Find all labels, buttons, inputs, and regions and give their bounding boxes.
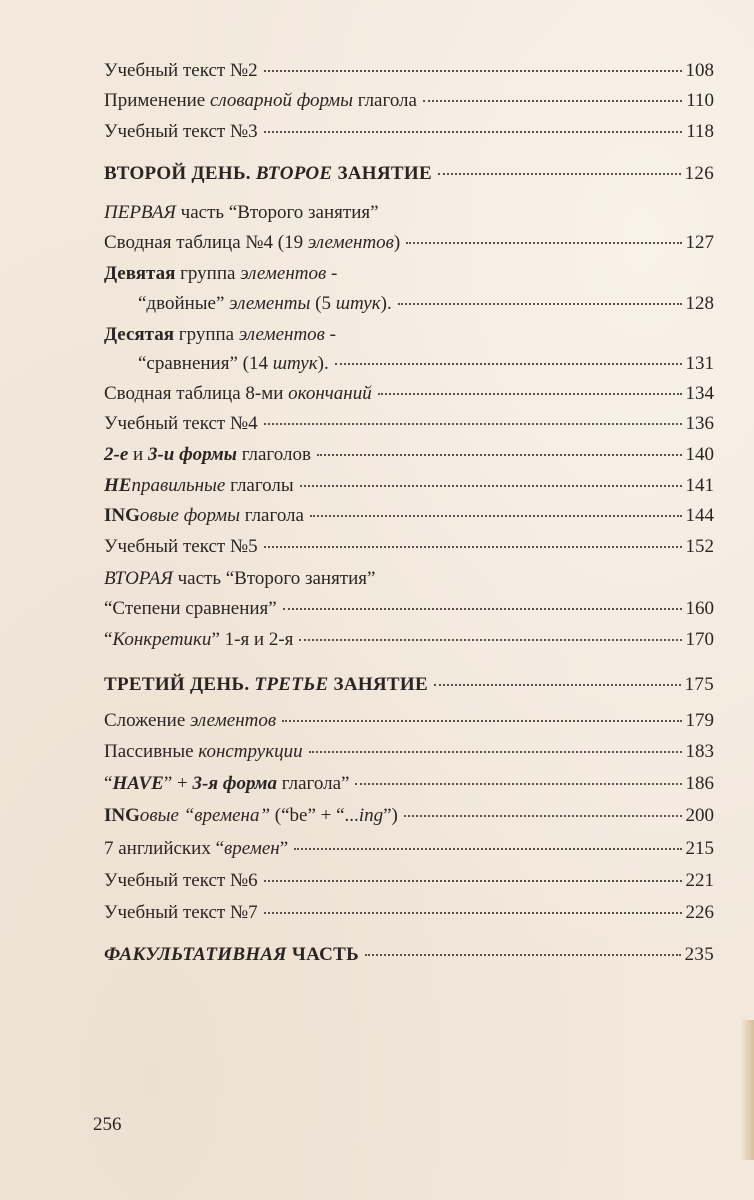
- entry-page: 134: [685, 383, 714, 404]
- entry-label: Сводная таблица 8-ми окончаний: [104, 383, 372, 404]
- toc-entry: [104, 440, 714, 470]
- toc-entry: [104, 379, 714, 409]
- toc-entry: [104, 769, 714, 799]
- toc-entry: [138, 349, 714, 379]
- dot-leader: [378, 392, 682, 395]
- dot-leader: [264, 69, 682, 72]
- entry-label: “HAVE” + 3-я форма глагола”: [104, 773, 350, 794]
- entry-label: Применение словарной формы глагола: [104, 90, 417, 111]
- entry-label: Сложение элементов: [104, 710, 277, 731]
- toc-entry: [104, 594, 714, 624]
- entry-label: Учебный текст №3: [104, 121, 258, 142]
- dot-leader: [300, 484, 682, 487]
- toc-entry: [104, 228, 714, 258]
- toc-entry: [104, 56, 714, 86]
- dot-leader: [294, 847, 681, 850]
- toc-entry: [104, 737, 714, 767]
- entry-label: Сводная таблица №4 (19 элементов): [104, 232, 401, 253]
- heading-page: 126: [684, 163, 714, 184]
- entry-label: Учебный текст №2: [104, 60, 258, 81]
- entry-label: “двойные” элементы (5 штук).: [138, 293, 392, 314]
- page-edge-shadow: [740, 1020, 754, 1160]
- heading-label: ВТОРОЙ ДЕНЬ. ВТОРОЕ ЗАНЯТИЕ: [104, 163, 432, 184]
- entry-label-line1: Девятая группа элементов -: [104, 263, 338, 284]
- entry-page: 215: [685, 838, 714, 859]
- entry-label: INGовые “времена” (“be” + “...ing”): [104, 805, 398, 826]
- entry-page: 221: [685, 870, 714, 891]
- dot-leader: [310, 514, 682, 517]
- toc-entry: [104, 532, 714, 562]
- toc-entry: [104, 898, 714, 928]
- entry-page: 131: [685, 353, 714, 374]
- entry-page: 226: [685, 902, 714, 923]
- dot-leader: [434, 683, 681, 686]
- dot-leader: [438, 172, 681, 175]
- dot-leader: [355, 782, 681, 785]
- entry-page: 140: [685, 444, 714, 465]
- entry-label: 2-е и 3-и формы глаголов: [104, 444, 311, 465]
- toc-entry: [104, 86, 714, 116]
- heading-label: ТРЕТИЙ ДЕНЬ. ТРЕТЬЕ ЗАНЯТИЕ: [104, 674, 428, 695]
- dot-leader: [264, 545, 682, 548]
- dot-leader: [264, 879, 682, 882]
- entry-label: Учебный текст №4: [104, 413, 258, 434]
- section-heading: [104, 159, 714, 189]
- entry-page: 128: [685, 293, 714, 314]
- entry-page: 136: [685, 413, 714, 434]
- heading-label: ФАКУЛЬТАТИВНАЯ ЧАСТЬ: [104, 944, 360, 965]
- entry-label: Учебный текст №6: [104, 870, 258, 891]
- section-heading: [104, 940, 714, 970]
- entry-label: “Степени сравнения”: [104, 598, 277, 619]
- entry-page: 118: [686, 121, 714, 142]
- entry-page: 179: [685, 710, 714, 731]
- dot-leader: [282, 719, 681, 722]
- dot-leader: [299, 638, 681, 641]
- entry-page: 108: [685, 60, 714, 81]
- dot-leader: [264, 422, 682, 425]
- section-heading: [104, 670, 714, 700]
- toc-entry: [104, 471, 714, 501]
- toc-entry: [138, 289, 714, 319]
- toc-entry: [104, 117, 714, 147]
- entry-label: “Конкретики” 1-я и 2-я: [104, 629, 294, 650]
- dot-leader: [309, 750, 682, 753]
- entry-page: 183: [685, 741, 714, 762]
- entry-label: 7 английских “времен”: [104, 838, 289, 859]
- entry-page: 127: [685, 232, 714, 253]
- part-subheading: ПЕРВАЯ часть “Второго занятия”: [104, 202, 379, 223]
- entry-page: 141: [685, 475, 714, 496]
- toc-entry: [104, 409, 714, 439]
- entry-label: Учебный текст №7: [104, 902, 258, 923]
- entry-label: “сравнения” (14 штук).: [138, 353, 329, 374]
- entry-label: INGовые формы глагола: [104, 505, 304, 526]
- heading-page: 235: [684, 944, 714, 965]
- dot-leader: [283, 607, 682, 610]
- dot-leader: [264, 130, 683, 133]
- dot-leader: [398, 302, 682, 305]
- entry-page: 144: [685, 505, 714, 526]
- dot-leader: [404, 814, 682, 817]
- toc-entry: [104, 706, 714, 736]
- toc-entry: [104, 501, 714, 531]
- toc-entry: [104, 866, 714, 896]
- page-number: 256: [93, 1114, 122, 1135]
- part-subheading: ВТОРАЯ часть “Второго занятия”: [104, 568, 376, 589]
- entry-page: 200: [685, 805, 714, 826]
- entry-page: 110: [686, 90, 714, 111]
- entry-page: 160: [685, 598, 714, 619]
- heading-page: 175: [684, 674, 714, 695]
- entry-label: Пассивные конструкции: [104, 741, 303, 762]
- dot-leader: [406, 241, 681, 244]
- dot-leader: [317, 453, 682, 456]
- entry-page: 152: [685, 536, 714, 557]
- entry-label: Учебный текст №5: [104, 536, 258, 557]
- toc-entry: [104, 834, 714, 864]
- entry-page: 186: [685, 773, 714, 794]
- entry-label-line1: Десятая группа элементов -: [104, 324, 336, 345]
- dot-leader: [264, 911, 682, 914]
- toc-entry: [104, 801, 714, 831]
- dot-leader: [335, 362, 682, 365]
- dot-leader: [423, 99, 682, 102]
- entry-page: 170: [685, 629, 714, 650]
- entry-label: НЕправильные глаголы: [104, 475, 294, 496]
- toc-entry: [104, 625, 714, 655]
- dot-leader: [365, 953, 681, 956]
